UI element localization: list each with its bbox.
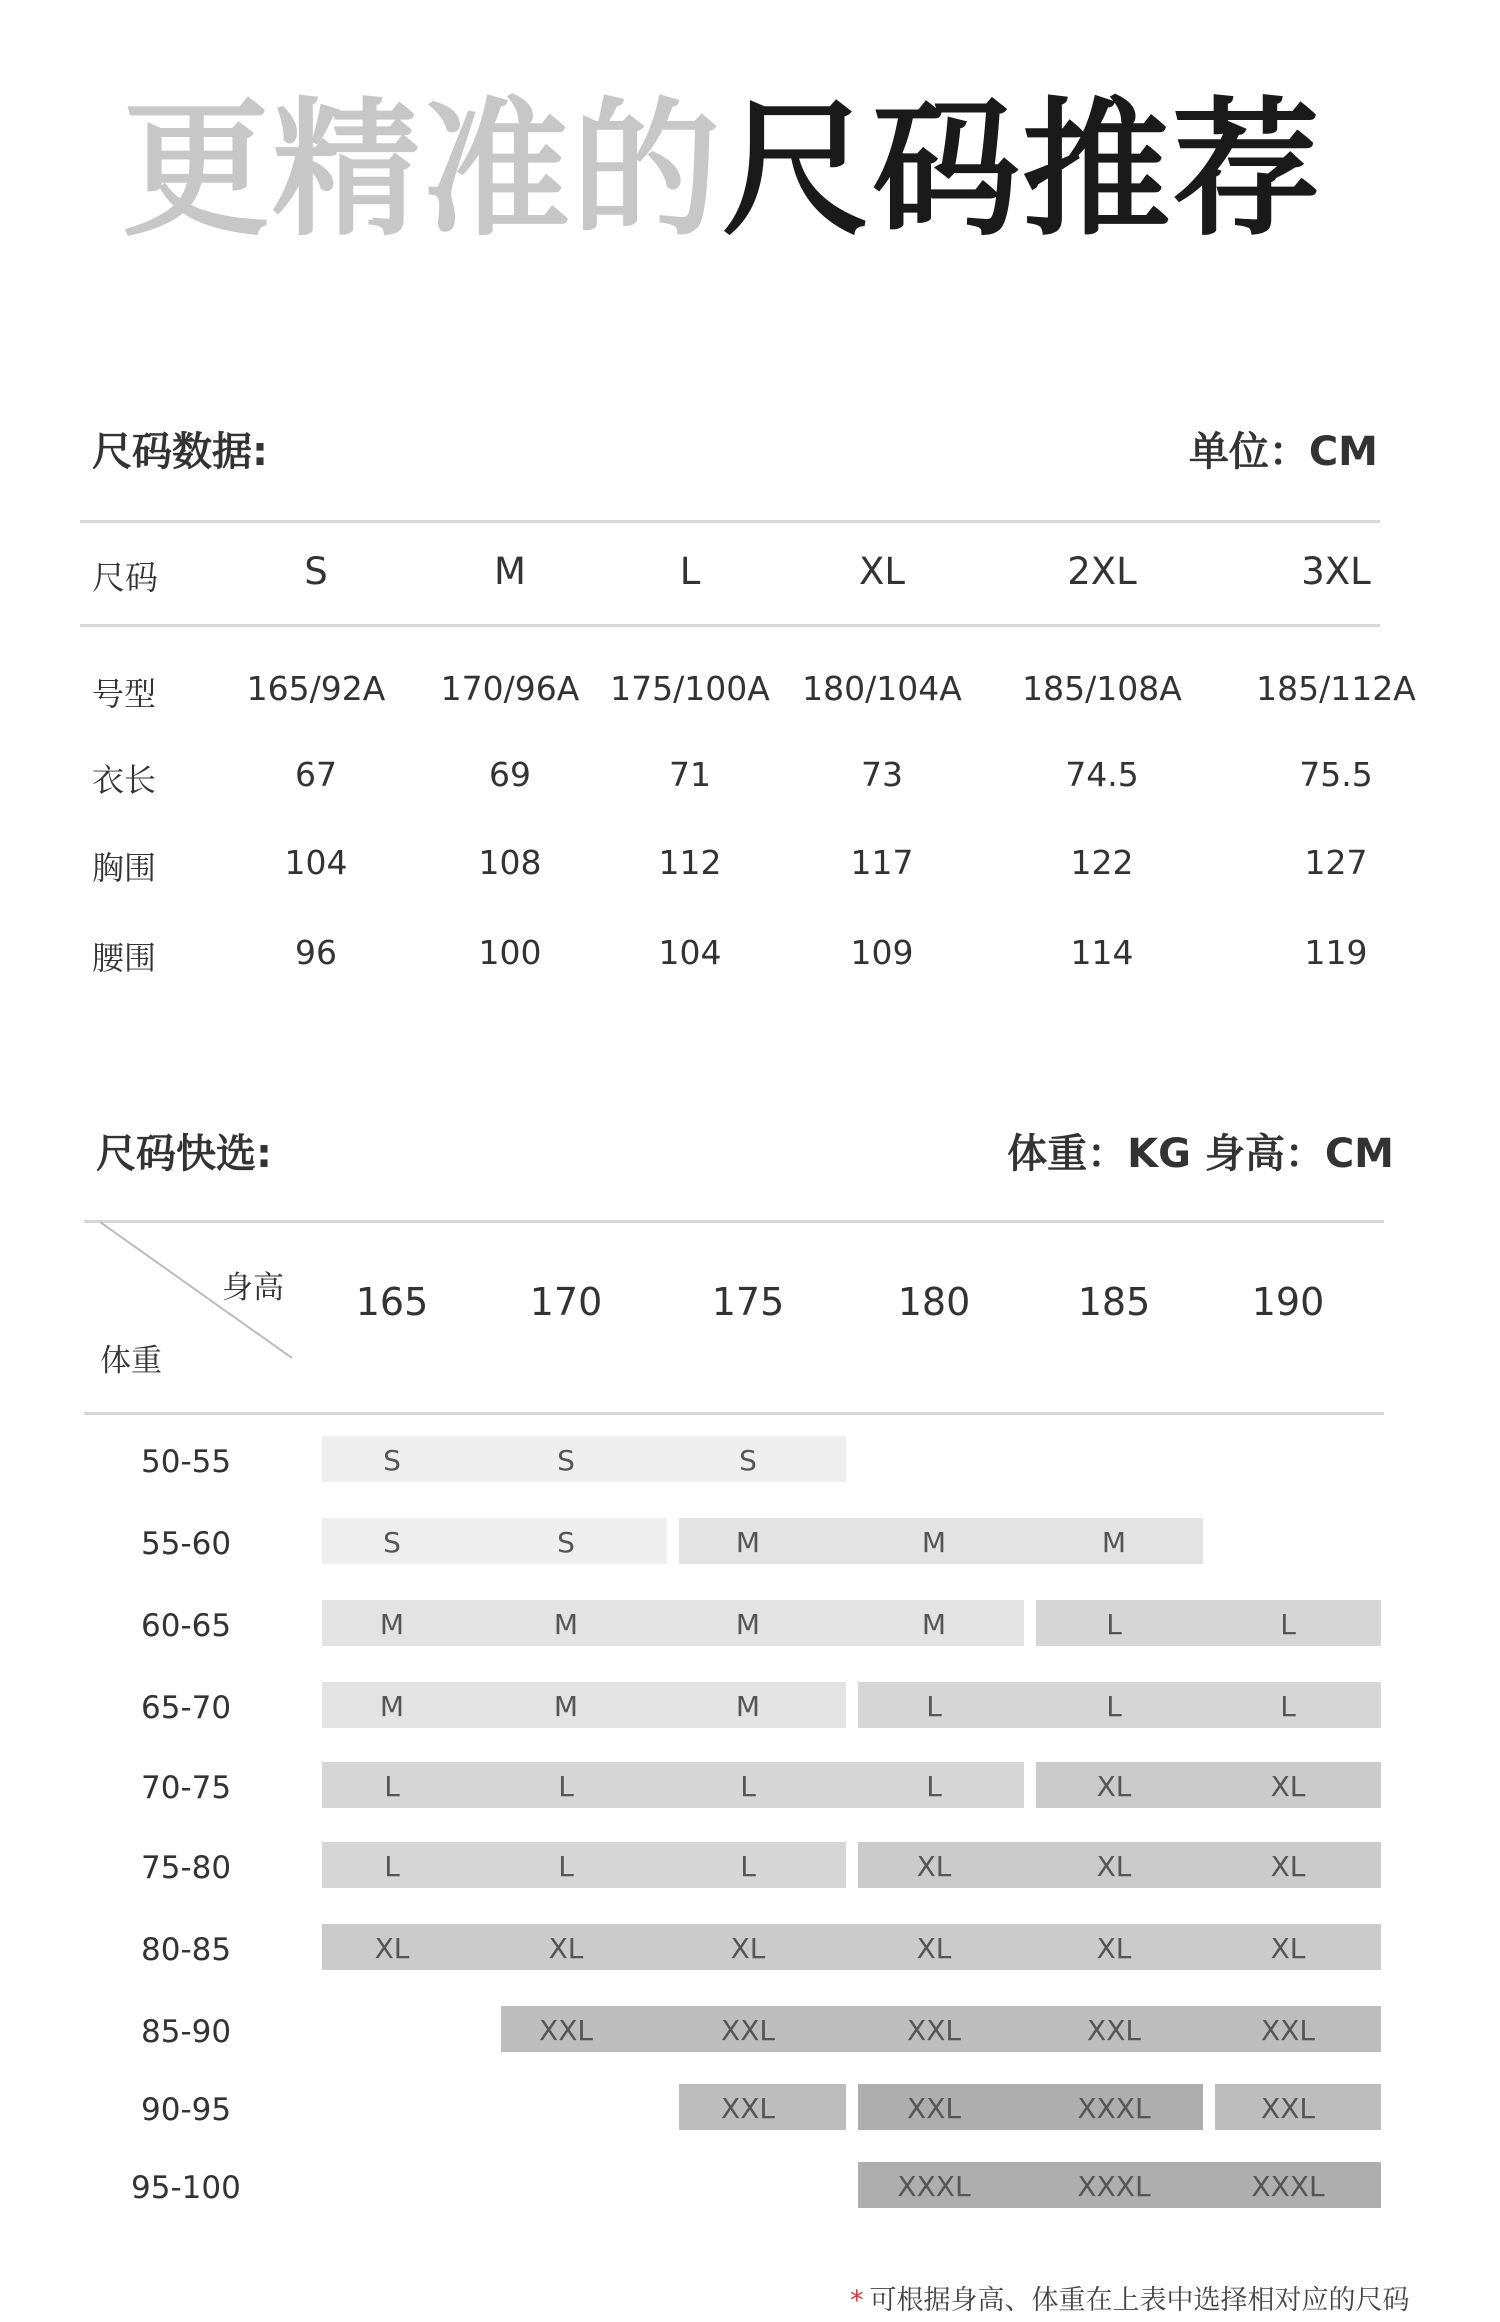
recommended-size: XXL (721, 2014, 775, 2047)
recommended-size: XL (916, 1932, 952, 1965)
weight-label: 50-55 (141, 1444, 232, 1480)
size-cell: 67 (295, 755, 337, 794)
size-range-bar (322, 1762, 1024, 1808)
weight-label: 75-80 (141, 1850, 232, 1886)
recommended-size: M (379, 1690, 405, 1723)
recommended-size: XXXL (897, 2170, 971, 2203)
size-cell: 119 (1304, 933, 1368, 972)
size-range-bar (858, 1682, 1382, 1728)
size-cell: 96 (295, 933, 337, 972)
recommended-size: XL (730, 1932, 766, 1965)
size-header-2xl: 2XL (1067, 550, 1137, 593)
recommended-size: M (921, 1608, 947, 1641)
size-cell: 73 (861, 755, 903, 794)
weight-label: 70-75 (141, 1770, 232, 1806)
recommended-size: L (740, 1850, 756, 1883)
recommended-size: XL (548, 1932, 584, 1965)
recommended-size: M (735, 1608, 761, 1641)
recommended-size: L (558, 1770, 574, 1803)
recommended-size: XL (1270, 1850, 1306, 1883)
size-data-label: 尺码数据: (92, 429, 268, 475)
size-header-xl: XL (859, 550, 905, 593)
page-title-dark: 尺码推荐 (722, 84, 1322, 256)
size-header-label: 尺码 (92, 558, 158, 597)
recommended-size: XXXL (1251, 2170, 1325, 2203)
size-cell: 109 (850, 933, 914, 972)
weight-label: 60-65 (141, 1608, 232, 1644)
divider (80, 520, 1380, 523)
recommended-size: M (379, 1608, 405, 1641)
size-cell: 127 (1304, 843, 1368, 882)
size-header-s: S (304, 550, 328, 593)
weight-label: 85-90 (141, 2014, 232, 2050)
size-cell: 185/108A (1022, 669, 1182, 708)
recommended-size: L (1280, 1690, 1296, 1723)
size-range-bar (858, 2162, 1382, 2208)
recommended-size: L (1280, 1608, 1296, 1641)
recommended-size: XXL (1087, 2014, 1141, 2047)
size-row-label: 号型 (92, 675, 157, 713)
size-range-bar (858, 2084, 1203, 2130)
recommended-size: S (383, 1444, 401, 1477)
recommended-size: L (384, 1770, 400, 1803)
height-header-190: 190 (1251, 1280, 1325, 1324)
recommended-size: XXL (1261, 2092, 1315, 2125)
size-range-bar (679, 2084, 846, 2130)
recommended-size: S (557, 1444, 575, 1477)
size-header-l: L (679, 550, 701, 593)
size-cell: 75.5 (1299, 755, 1373, 794)
recommended-size: M (735, 1690, 761, 1723)
recommended-size: XXL (721, 2092, 775, 2125)
size-range-bar (1036, 1762, 1381, 1808)
size-range-bar (858, 1842, 1382, 1888)
height-header-170: 170 (529, 1280, 603, 1324)
weight-label: 90-95 (141, 2092, 232, 2128)
size-row-label: 腰围 (92, 939, 157, 977)
page-title-light: 更精准的 (122, 84, 722, 256)
recommended-size: XXL (539, 2014, 593, 2047)
recommended-size: M (921, 1526, 947, 1559)
recommended-size: M (1101, 1526, 1127, 1559)
size-cell: 185/112A (1256, 669, 1416, 708)
recommended-size: M (553, 1608, 579, 1641)
size-row-label: 胸围 (92, 849, 157, 887)
recommended-size: XXXL (1077, 2170, 1151, 2203)
size-range-bar (679, 1518, 1203, 1564)
size-cell: 112 (658, 843, 722, 882)
recommended-size: L (1106, 1608, 1122, 1641)
size-range-bar (501, 2006, 1382, 2052)
size-range-bar (322, 1436, 846, 1482)
recommended-size: XXL (907, 2014, 961, 2047)
recommended-size: XL (1096, 1932, 1132, 1965)
recommended-size: XXXL (1077, 2092, 1151, 2125)
size-cell: 100 (478, 933, 542, 972)
size-cell: 165/92A (246, 669, 386, 708)
footnote (850, 2278, 1410, 2317)
size-range-bar (322, 1842, 846, 1888)
recommended-size: XXL (907, 2092, 961, 2125)
recommended-size: L (926, 1770, 942, 1803)
quick-select-label: 尺码快选: (96, 1131, 272, 1177)
recommended-size: S (557, 1526, 575, 1559)
size-range-bar (1036, 1600, 1381, 1646)
weight-label: 95-100 (131, 2170, 241, 2206)
size-cell: 69 (489, 755, 531, 794)
height-header-165: 165 (355, 1280, 429, 1324)
size-cell: 104 (658, 933, 722, 972)
recommended-size: XL (1270, 1770, 1306, 1803)
size-range-bar (322, 1600, 1024, 1646)
divider (84, 1412, 1384, 1415)
page-title (122, 84, 1322, 256)
recommended-size: L (384, 1850, 400, 1883)
recommended-size: XL (1096, 1770, 1132, 1803)
recommended-size: XL (1096, 1850, 1132, 1883)
size-cell: 170/96A (440, 669, 580, 708)
size-cell: 108 (478, 843, 542, 882)
recommended-size: XL (916, 1850, 952, 1883)
size-row-label: 衣长 (92, 761, 157, 799)
recommended-size: L (926, 1690, 942, 1723)
size-range-bar (322, 1518, 667, 1564)
recommended-size: XXL (1261, 2014, 1315, 2047)
recommended-size: XL (1270, 1932, 1306, 1965)
size-header-m: M (494, 550, 526, 593)
recommended-size: XL (374, 1932, 410, 1965)
size-cell: 114 (1070, 933, 1134, 972)
recommended-size: S (739, 1444, 757, 1477)
size-cell: 180/104A (802, 669, 962, 708)
size-range-bar (322, 1682, 846, 1728)
weight-label: 65-70 (141, 1690, 232, 1726)
corner-weight-label: 体重 (100, 1343, 162, 1379)
size-cell: 175/100A (610, 669, 770, 708)
recommended-size: L (558, 1850, 574, 1883)
footnote-text: 可根据身高、体重在上表中选择相对应的尺码 (869, 2285, 1410, 2316)
divider (80, 624, 1380, 627)
recommended-size: L (740, 1770, 756, 1803)
recommended-size: M (735, 1526, 761, 1559)
size-header-3xl: 3XL (1301, 550, 1371, 593)
height-header-175: 175 (711, 1280, 785, 1324)
recommended-size: M (553, 1690, 579, 1723)
quick-select-unit: 体重：KG 身高：CM (1007, 1131, 1394, 1177)
size-range-bar (1215, 2084, 1382, 2130)
height-header-185: 185 (1077, 1280, 1151, 1324)
size-cell: 74.5 (1065, 755, 1139, 794)
height-header-180: 180 (897, 1280, 971, 1324)
size-cell: 71 (669, 755, 711, 794)
weight-label: 80-85 (141, 1932, 232, 1968)
recommended-size: S (383, 1526, 401, 1559)
recommended-size: L (1106, 1690, 1122, 1723)
size-cell: 117 (850, 843, 914, 882)
size-data-unit: 单位：CM (1188, 429, 1378, 475)
weight-label: 55-60 (141, 1526, 232, 1562)
size-cell: 122 (1070, 843, 1134, 882)
size-cell: 104 (284, 843, 348, 882)
size-range-bar (322, 1924, 1381, 1970)
footnote-star: * (850, 2285, 864, 2316)
corner-height-label: 身高 (222, 1270, 284, 1306)
